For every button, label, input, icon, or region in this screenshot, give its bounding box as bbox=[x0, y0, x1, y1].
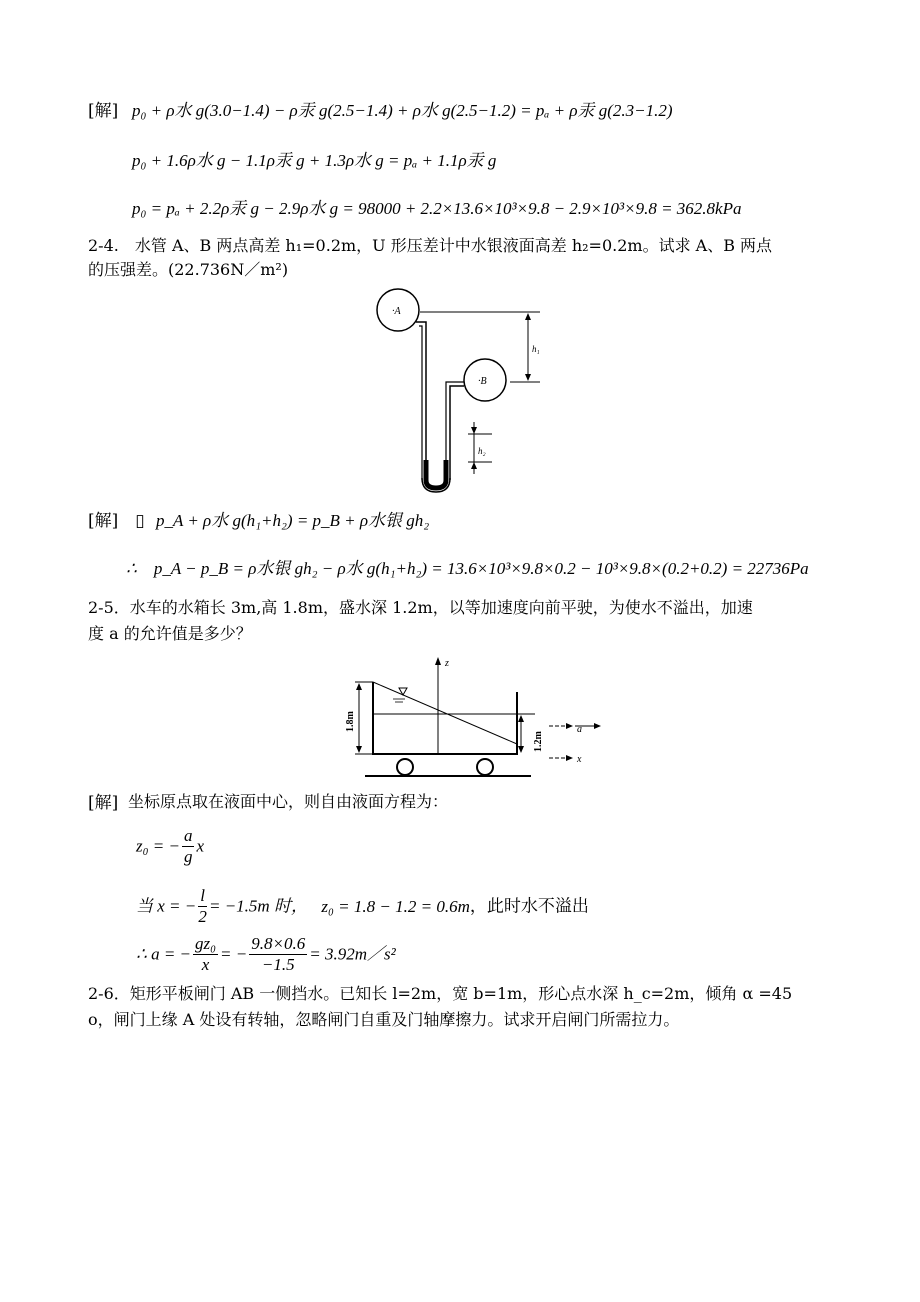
eq1-numerator: a bbox=[183, 826, 193, 845]
eq3-prefix: ∴ a = − bbox=[136, 944, 192, 964]
problem-2-5-line-2: 度 a 的允许值是多少？ bbox=[88, 624, 252, 643]
problem-2-6-line-1: 2-6．矩形平板闸门 AB 一侧挡水。已知长 l=2m，宽 b=1m，形心点水深 h_c=2m，倾角 α =45 bbox=[88, 984, 793, 1003]
label-a-accel: a bbox=[577, 724, 582, 735]
eq1-rhs: x bbox=[196, 836, 205, 856]
wheel-left bbox=[397, 759, 413, 775]
eq2-prefix: 当 x = − bbox=[136, 896, 197, 916]
problem-2-6-line-2: o，闸门上缘 A 处设有转轴，忽略闸门自重及门轴摩擦力。试求开启闸门所需拉力。 bbox=[88, 1010, 680, 1029]
problem-2-4-line-2: 的压强差。(22.736N／m²) bbox=[88, 260, 289, 279]
tank-truck-figure bbox=[335, 652, 605, 784]
eq2-tail: ，此时水不溢出 bbox=[469, 896, 589, 917]
eq2-numerator: l bbox=[200, 886, 205, 905]
eq3-result: = 3.92m／s² bbox=[309, 944, 396, 964]
eq3-numerator-2: 9.8×0.6 bbox=[251, 934, 306, 953]
solution-equation-3: p₀ = pₐ + 2.2ρ汞 g − 2.9ρ水 g = 98000 + 2.2×13.6×10³×9.8 − 2.9×10³×9.8 = 362.8kPa bbox=[132, 199, 742, 218]
free-surface-equation bbox=[136, 826, 204, 867]
eq3-mid: = − bbox=[220, 944, 248, 964]
eq2-denominator: 2 bbox=[198, 907, 207, 926]
acceleration-equation bbox=[136, 934, 396, 975]
eq3-denominator-1: x bbox=[201, 955, 210, 974]
label-h2: h₂ bbox=[478, 446, 486, 456]
label-h1: h₁ bbox=[532, 344, 540, 354]
label-z: z bbox=[445, 658, 449, 669]
eq2-calc: z₀ = 1.8 − 1.2 = 0.6m bbox=[321, 896, 470, 916]
solution-label: [解] bbox=[88, 101, 119, 121]
label-a: ·A bbox=[392, 306, 401, 317]
eq2-postfix: = −1.5m 时， bbox=[208, 896, 308, 916]
solution-2-4-equation-1: p_A + ρ水 g(h₁+h₂) = p_B + ρ水银 gh₂ bbox=[156, 511, 430, 530]
solution-2-4-equation-2: ∴ p_A − p_B = ρ水银 gh₂ − ρ水 g(h₁+h₂) = 13.6×10³×9.8×0.2 − 10³×9.8×(0.2+0.2) = 22736Pa bbox=[126, 559, 809, 578]
solution-equation-1: p₀ + ρ水 g(3.0−1.4) − ρ汞 g(2.5−1.4) + ρ水 g(2.5−1.2) = pₐ + ρ汞 g(2.3−1.2) bbox=[132, 101, 673, 120]
label-1-8m: 1.8m bbox=[345, 711, 356, 732]
eq3-denominator-2: −1.5 bbox=[261, 955, 295, 974]
manometer-figure bbox=[370, 282, 550, 494]
eq3-numerator-1: gz₀ bbox=[195, 934, 217, 953]
wheel-right bbox=[477, 759, 493, 775]
label-b: ·B bbox=[478, 376, 487, 387]
label-x: x bbox=[577, 754, 582, 765]
problem-2-4-line-1: 2-4. 水管 A、B 两点高差 h₁=0.2m，U 形压差计中水银液面高差 h₂=0.2m。试求 A、B 两点 bbox=[88, 236, 773, 255]
condition-equation bbox=[136, 886, 589, 927]
eq1-denominator: g bbox=[183, 847, 193, 866]
label-1-2m: 1.2m bbox=[533, 731, 544, 752]
solution-2-5-label: [解] bbox=[88, 793, 119, 813]
eq1-lhs: z₀ = − bbox=[136, 836, 180, 856]
solution-2-5-intro: 坐标原点取在液面中心，则自由液面方程为： bbox=[128, 792, 449, 811]
solution-2-4-label: [解] ▯ bbox=[88, 511, 145, 531]
problem-2-5-line-1: 2-5．水车的水箱长 3m,高 1.8m，盛水深 1.2m，以等加速度向前平驶，为使水不溢出，加速 bbox=[88, 598, 753, 617]
solution-equation-2: p₀ + 1.6ρ水 g − 1.1ρ汞 g + 1.3ρ水 g = pₐ + 1.1ρ汞 g bbox=[132, 151, 497, 170]
